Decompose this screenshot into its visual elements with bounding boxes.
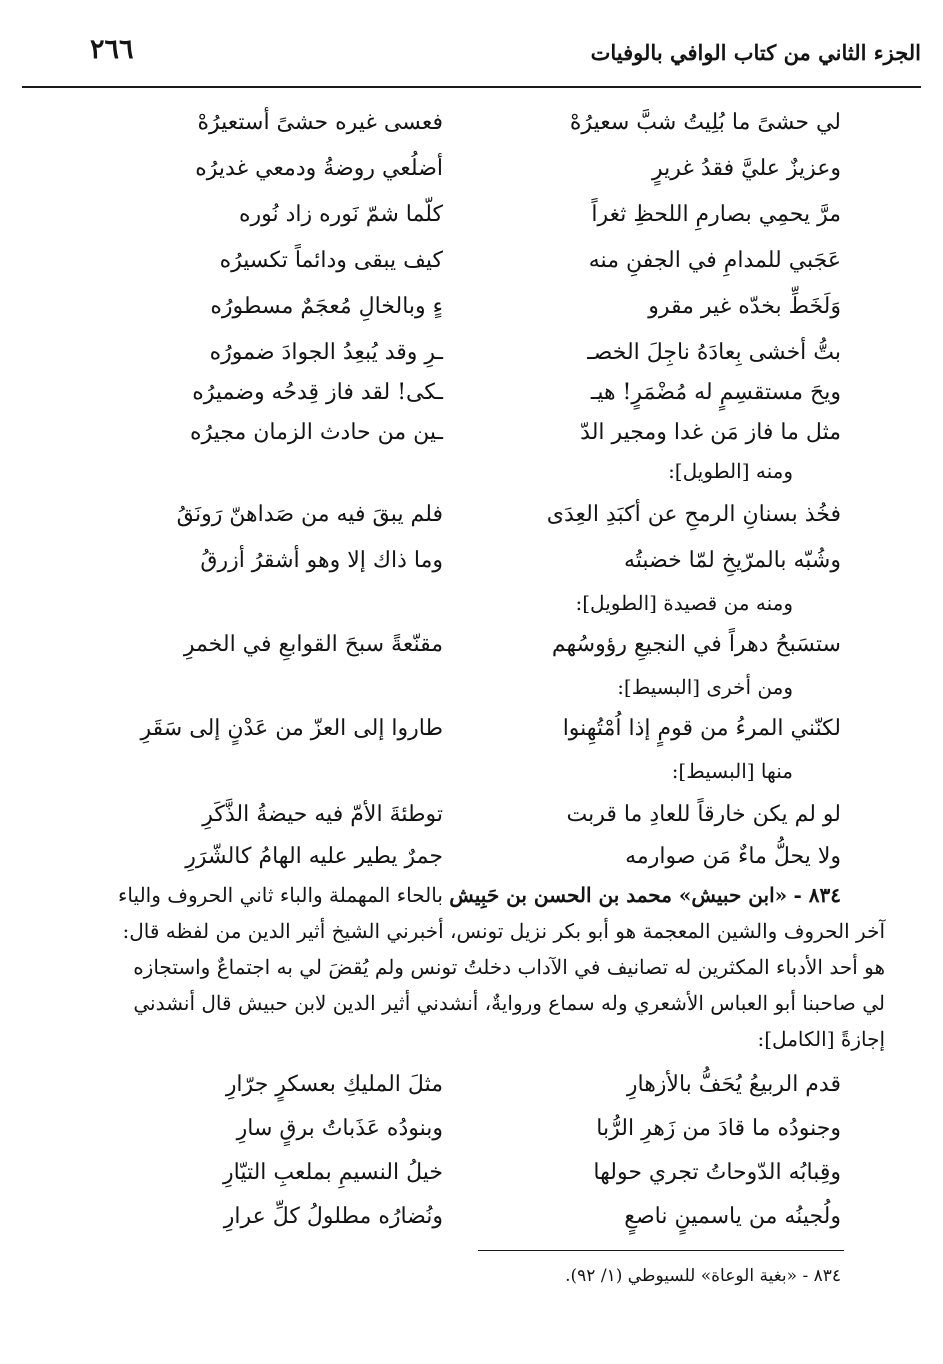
verse-second-hemistich: ءٍ وبالخالِ مُعجَمٌ مسطورُه — [210, 294, 443, 319]
entry-number: ٨٣٤ - — [793, 883, 841, 907]
entry-text: بالحاء المهملة والباء ثاني الحروف والياء — [118, 883, 443, 907]
footnote-rule — [478, 1250, 844, 1251]
verse-first-hemistich: لكنّني المرءُ من قومٍ إذا اُمْتُهِنوا — [562, 716, 841, 741]
intro-line — [0, 664, 943, 710]
verse-line — [0, 1194, 943, 1240]
verse-second-hemistich: ونُضارُه مطلولُ كلِّ عرارِ — [223, 1204, 443, 1229]
prose-line: آخر الحروف والشين المعجمة هو أبو بكر نزيل تونس، أخبرني الشيخ أثير الدين من لفظه قال: — [122, 919, 885, 943]
verse-first-hemistich: ستسَبحُ دهراً في النجيعِ رؤوسُهم — [551, 632, 841, 657]
verse-second-hemistich: ـرِ وقد يُبعِدُ الجوادَ ضمورُه — [209, 340, 443, 365]
verse-line — [0, 792, 943, 838]
meter-intro: ومنه [الطويل]: — [668, 459, 793, 483]
verse-second-hemistich: وبنودُه عَذَباتُ برقٍ سارِ — [236, 1116, 443, 1141]
verse-first-hemistich: بتُّ أخشى بِعادَهُ ناجِلَ الخصـ — [587, 340, 841, 365]
verse-line — [0, 1106, 943, 1152]
verse-second-hemistich: طاروا إلى العزّ من عَدْنٍ إلى سَقَرِ — [140, 716, 443, 741]
verse-first-hemistich: فخُذ بسنانِ الرمحِ عن أكبَدِ العِدَى — [546, 502, 841, 527]
verse-first-hemistich: مرَّ يحمِي بصارمِ اللحظِ ثغراً — [591, 202, 841, 227]
verse-line — [0, 146, 943, 192]
verse-second-hemistich: خيلُ النسيمِ بملعبِ التيّارِ — [223, 1160, 443, 1185]
verse-line — [0, 1150, 943, 1196]
biography-entry-heading — [118, 880, 841, 910]
verse-second-hemistich: ـكى! لقد فاز قِدحُه وضميرُه — [192, 380, 443, 405]
header-rule — [22, 86, 921, 88]
meter-intro: ومنه من قصيدة [الطويل]: — [575, 591, 793, 615]
entry-name: «ابن حبيش» محمد بن الحسن بن حَبِيش — [449, 883, 788, 907]
verse-line — [0, 622, 943, 668]
verse-first-hemistich: ولُجينُه من ياسمينٍ ناصعٍ — [624, 1204, 841, 1229]
verse-first-hemistich: ويحَ مستقسِمٍ له مُضْمَرٍ! هيـ — [590, 380, 841, 405]
verse-first-hemistich: قدم الربيعُ يُحَفُّ بالأزهارِ — [626, 1072, 841, 1097]
verse-line — [0, 284, 943, 330]
verse-line — [0, 100, 943, 146]
verse-line — [0, 238, 943, 284]
verse-second-hemistich: توطئةَ الأمّ فيه حيضةُ الذَّكَرِ — [202, 802, 443, 827]
intro-line — [0, 748, 943, 794]
prose-line: لي صاحبنا أبو العباس الأشعري وله سماع وروايةٌ، أنشدني أثير الدين لابن حبيش قال أنشدني — [133, 991, 885, 1015]
verse-first-hemistich: وعزيزٌ عليَّ فقدُ غريرٍ — [652, 156, 841, 181]
verse-line — [0, 492, 943, 538]
prose-line: إجازةً [الكامل]: — [757, 1027, 885, 1051]
verse-second-hemistich: فعسى غيره حشىً أستعيرُهْ — [197, 110, 443, 135]
verse-second-hemistich: مقنّعةً سبحَ القوابعِ في الخمرِ — [183, 632, 443, 657]
verse-first-hemistich: لي حشىً ما بُلِيتُ شبَّ سعيرُهْ — [569, 110, 841, 135]
verse-second-hemistich: جمرٌ يطير عليه الهامُ كالشّرَرِ — [185, 844, 443, 869]
verse-line — [0, 706, 943, 752]
verse-second-hemistich: ـين من حادث الزمان مجيرُه — [189, 420, 443, 445]
verse-second-hemistich: أضلُعي روضةُ ودمعي غديرُه — [195, 156, 443, 181]
running-header — [22, 34, 921, 78]
meter-intro: ومن أخرى [البسيط]: — [617, 675, 793, 699]
verse-first-hemistich: لو لم يكن خارقاً للعادِ ما قربت — [566, 802, 841, 827]
verse-line — [0, 538, 943, 584]
verse-line — [0, 192, 943, 238]
verse-second-hemistich: مثلَ المليكِ بعسكرٍ جرّارِ — [225, 1072, 443, 1097]
verse-first-hemistich: عَجَبي للمدامِ في الجفنِ منه — [588, 248, 841, 273]
verse-first-hemistich: وجنودُه ما قادَ من زَهرِ الرُّبا — [596, 1116, 841, 1141]
running-title: الجزء الثاني من كتاب الوافي بالوفيات — [590, 40, 921, 65]
verse-second-hemistich: فلم يبقَ فيه من صَداهنّ رَونَقُ — [176, 502, 443, 527]
meter-intro: منها [البسيط]: — [671, 759, 793, 783]
verse-line — [0, 834, 943, 880]
verse-first-hemistich: وشُبّه بالمرّيخِ لمّا خضبتُه — [623, 548, 841, 573]
intro-line — [0, 580, 943, 626]
page-number: ٢٦٦ — [90, 34, 134, 65]
verse-first-hemistich: مثل ما فاز مَن غدا ومجير الدّ — [580, 420, 841, 445]
verse-first-hemistich: وقِبابُه الدّوحاتُ تجري حولها — [593, 1160, 841, 1185]
prose-line: هو أحد الأدباء المكثرين له تصانيف في الآداب دخلتُ تونس ولم يُقضَ لي به اجتماعٌ واستجازه — [133, 955, 885, 979]
verse-second-hemistich: كيف يبقى ودائماً تكسيرُه — [219, 248, 443, 273]
verse-first-hemistich: ولا يحلُّ ماءٌ مَن صوارمه — [625, 844, 841, 869]
verse-second-hemistich: كلّما شمّ نَوره زاد نُوره — [238, 202, 443, 227]
intro-line — [0, 448, 943, 494]
verse-line — [0, 1062, 943, 1108]
verse-first-hemistich: وَلَخَطِّ بخدّه غير مقرو — [648, 294, 841, 319]
verse-second-hemistich: وما ذاك إلا وهو أشقرُ أزرقُ — [200, 548, 443, 573]
footnote: ٨٣٤ - «بغية الوعاة» للسيوطي (١/ ٩٢). — [565, 1266, 841, 1286]
